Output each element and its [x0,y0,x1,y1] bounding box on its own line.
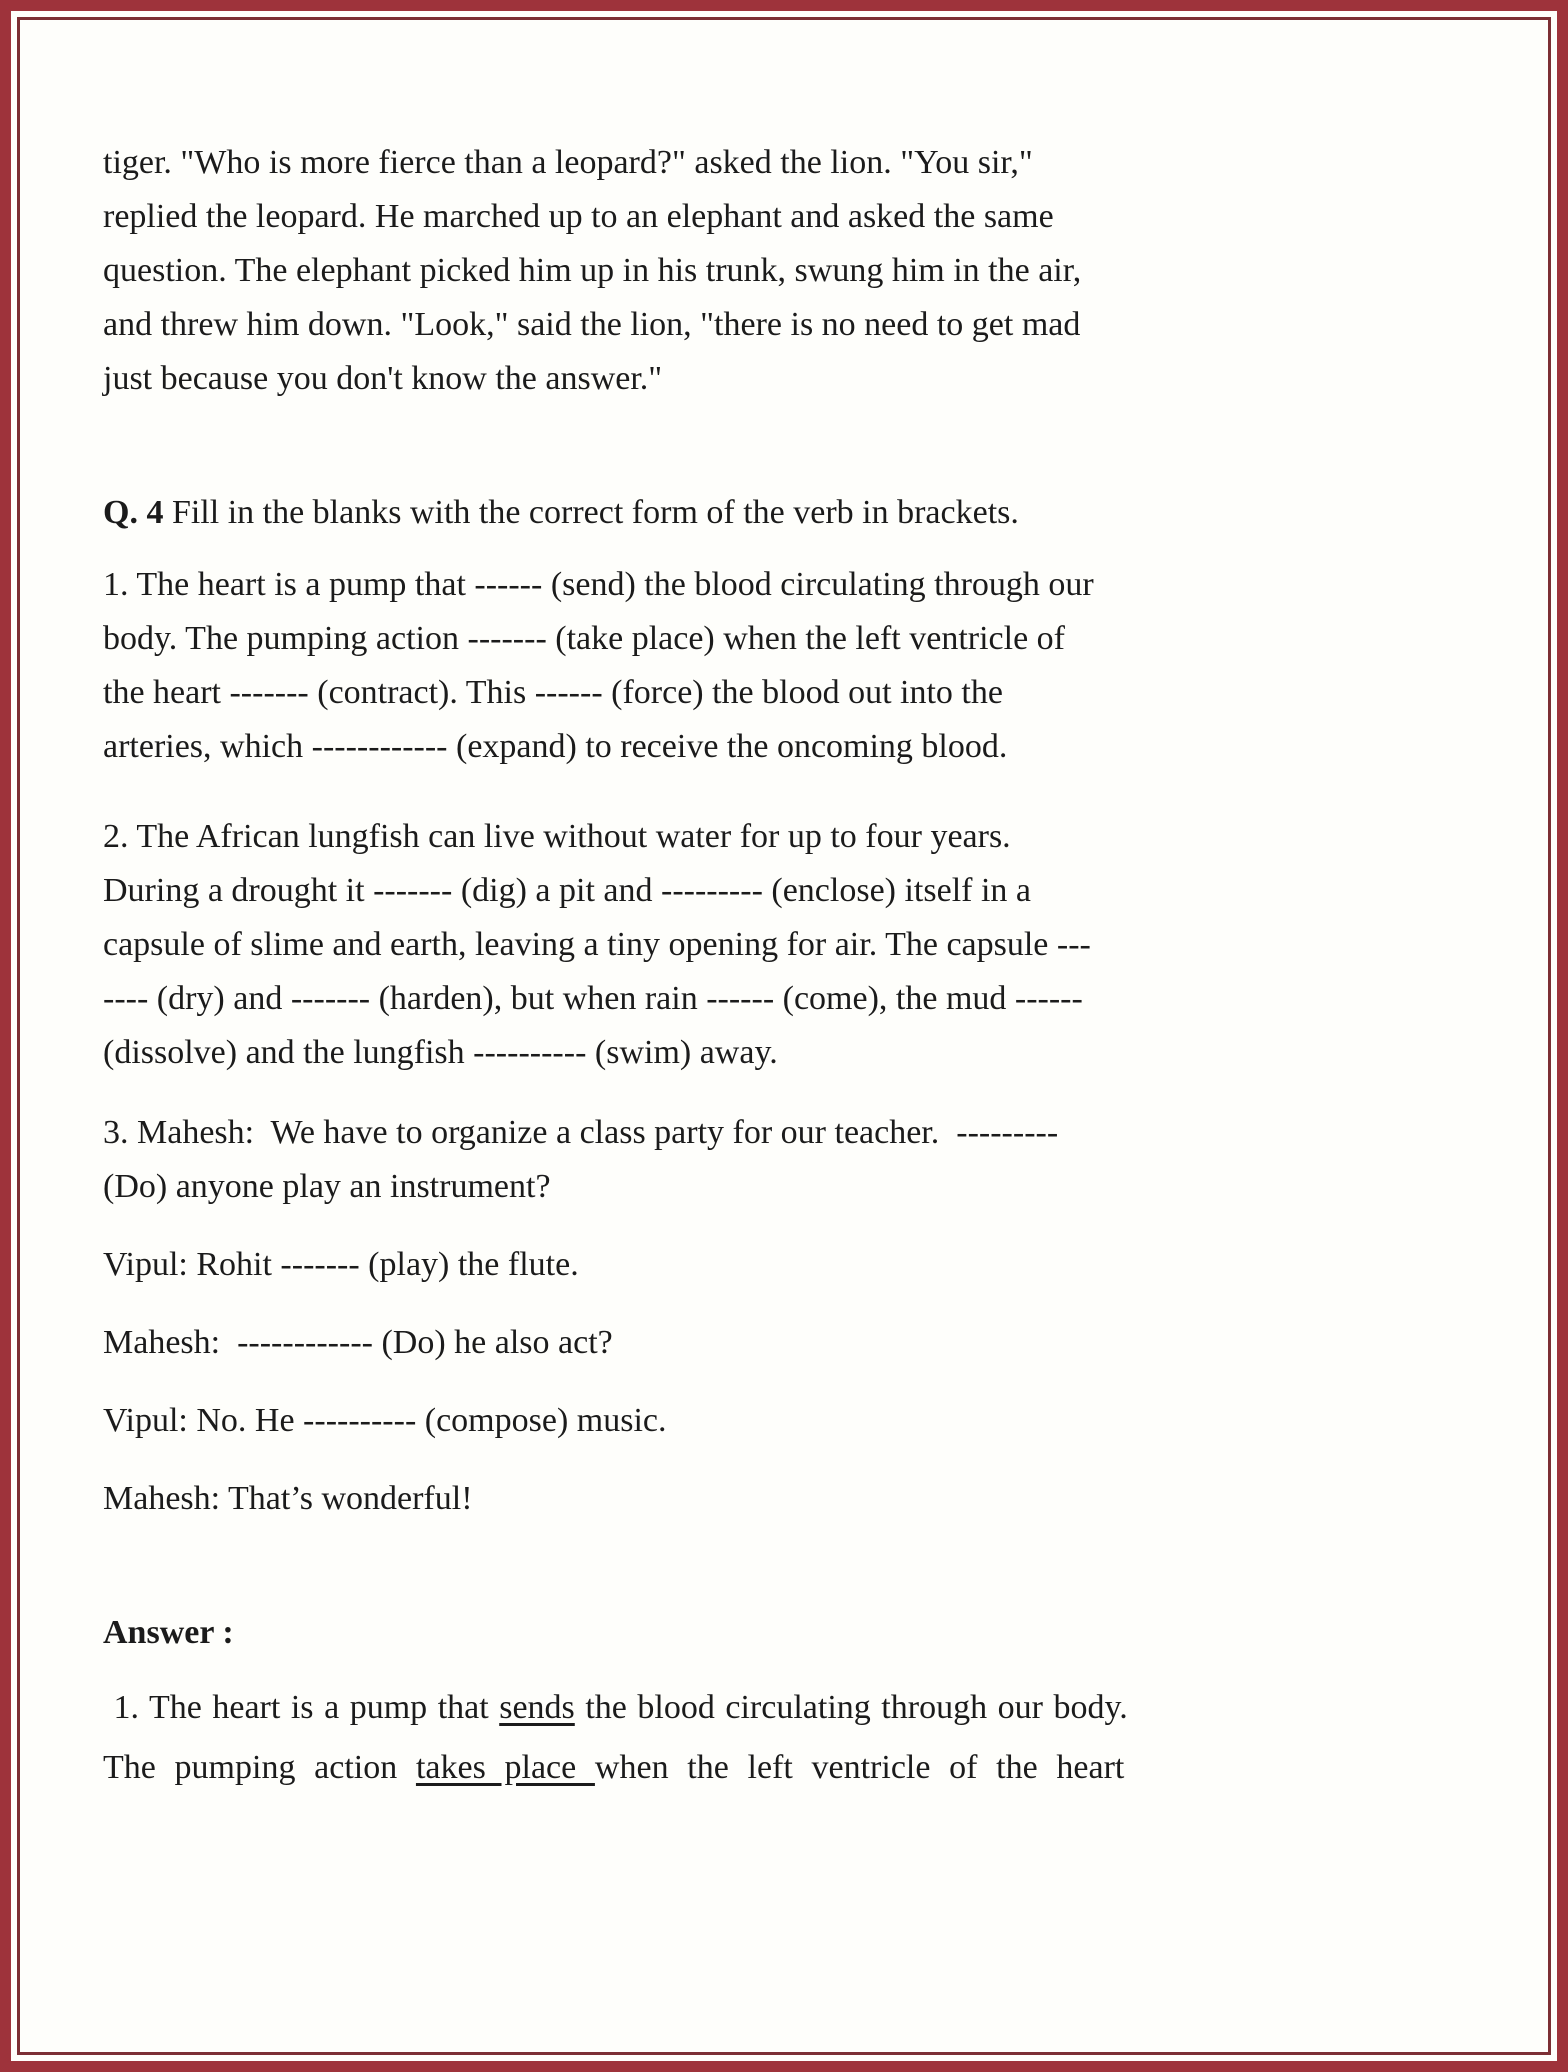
underlined-answer-sends: sends [499,1689,575,1726]
answer-item-1 [103,1678,1478,1798]
text-line: and threw him down. "Look," said the lion, "there is no need to get mad [103,306,1081,343]
text-line: 3. Mahesh: We have to organize a class party for our teacher. --------- [103,1114,1059,1151]
dialogue-line-vipul-2 [103,1394,1478,1448]
text-line: (dissolve) and the lungfish ---------- (swim) away. [103,1034,778,1071]
question-number: Q. 4 [103,494,164,531]
answer-text: 1. The heart is a pump that [103,1689,500,1726]
text-line: body. The pumping action ------- (take place) when the left ventricle of [103,620,1065,657]
question-instruction: Fill in the blanks with the correct form of the verb in brackets. [163,494,1019,531]
text-line: arteries, which ------------ (expand) to receive the oncoming blood. [103,728,1008,765]
answer-text: when the left ventricle of the heart [594,1749,1125,1786]
exercise-item-2 [103,810,1478,1080]
dialogue-text: Vipul: No. He ---------- (compose) music. [103,1402,667,1439]
text-line: just because you don't know the answer." [103,360,663,397]
answer-text: The pumping action [103,1749,416,1786]
page-inner-frame [17,17,1551,2055]
text-line: (Do) anyone play an instrument? [103,1168,551,1205]
answer-line-1 [103,1678,1478,1738]
dialogue-line-mahesh-2 [103,1472,1478,1526]
text-line: 1. The heart is a pump that ------ (send) the blood circulating through our [103,566,1094,603]
dialogue-text: Mahesh: ------------ (Do) he also act? [103,1324,613,1361]
question-heading [103,486,1478,540]
answer-line-2 [103,1738,1478,1798]
text-line: ---- (dry) and ------- (harden), but when rain ------ (come), the mud ------ [103,980,1083,1017]
answer-heading: Answer : [103,1614,234,1651]
text-line: During a drought it ------- (dig) a pit and --------- (enclose) itself in a [103,872,1032,909]
exercise-item-3 [103,1106,1478,1214]
text-line: 2. The African lungfish can live without water for up to four years. [103,818,1011,855]
text-line: the heart ------- (contract). This ------ (force) the blood out into the [103,674,1003,711]
dialogue-text: Mahesh: That’s wonderful! [103,1480,473,1517]
text-line: tiger. "Who is more fierce than a leopard?" asked the lion. "You sir," [103,144,1033,181]
text-line: question. The elephant picked him up in his trunk, swung him in the air, [103,252,1082,289]
underlined-answer-takes-place: takes place [415,1749,595,1786]
dialogue-line-mahesh-1 [103,1316,1478,1370]
dialogue-text: Vipul: Rohit ------- (play) the flute. [103,1246,579,1283]
dialogue-line-vipul-1 [103,1238,1478,1292]
intro-paragraph [103,136,1478,406]
answer-text: the blood circulating through our body. [574,1689,1128,1726]
text-line: replied the leopard. He marched up to an elephant and asked the same [103,198,1054,235]
exercise-item-1 [103,558,1478,774]
text-line: capsule of slime and earth, leaving a tiny opening for air. The capsule --- [103,926,1091,963]
